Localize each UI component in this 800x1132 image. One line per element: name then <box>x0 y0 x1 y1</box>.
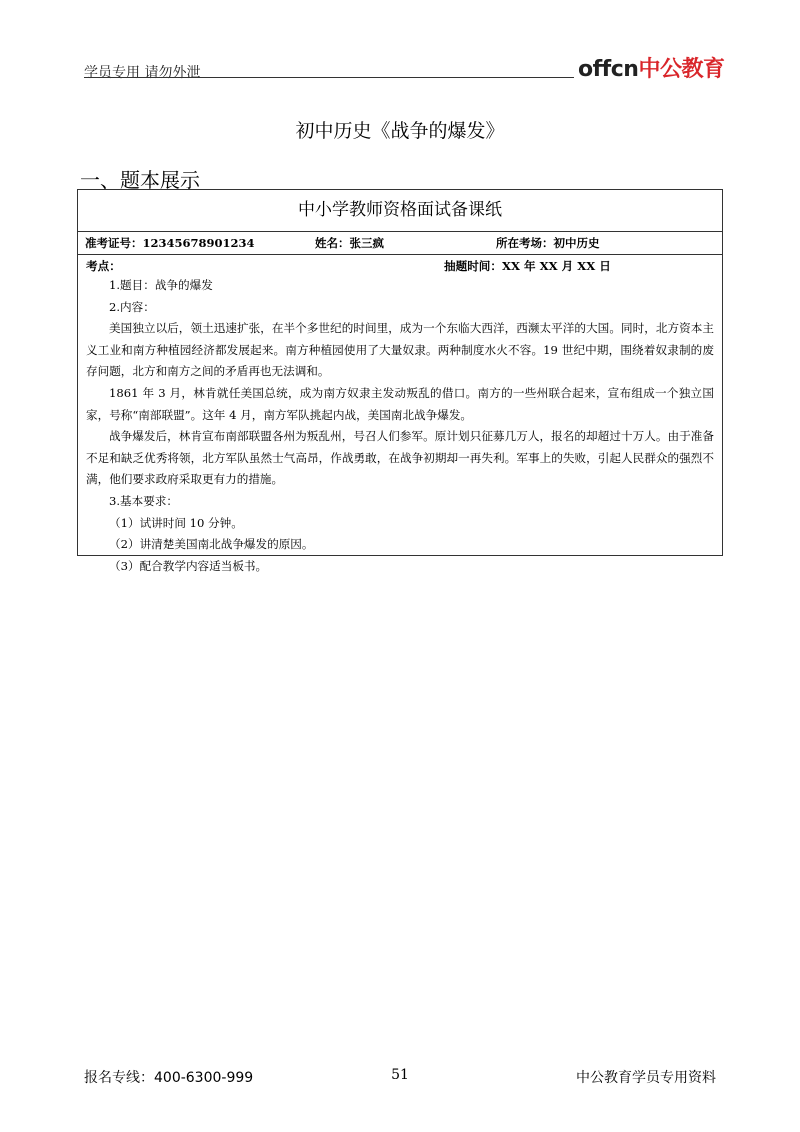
logo-latin-text: offcn <box>578 57 639 82</box>
candidate-name: 姓名：张三疯 <box>315 236 384 250</box>
content-paragraph-1: 美国独立以后，领土迅速扩张，在半个多世纪的时间里，成为一个东临大西洋，西濒太平洋的大国。同时，北方资本主义工业和南方种植园经济都发展起来。南方种植园使用了大量奴隶。两种制度水火不容。19 世纪中期，围绕着奴隶制的废存问题，北方和南方之间的矛盾再也无法调和。 <box>86 321 714 379</box>
prep-paper-card <box>77 189 723 573</box>
requirement-item: （2）讲清楚美国南北战争爆发的原因。 <box>109 537 314 552</box>
exam-id: 准考证号：12345678901234 <box>85 236 255 250</box>
requirement-item: （1）试讲时间 10 分钟。 <box>109 515 243 530</box>
requirements-label: 3.基本要求： <box>109 493 179 508</box>
content-paragraph-3: 战争爆发后，林肯宣布南部联盟各州为叛乱州，号召人们参军。原计划只征募几万人，报名的却超过十万人。由于准备不足和缺乏优秀将领，北方军队虽然士气高昂，作战勇敢，在战争初期却一再失利。军事上的失败，引起人民群众的强烈不满，他们要求政府采取更有力的措施。 <box>86 429 714 487</box>
footer-material-note: 中公教育学员专用资料 <box>576 1070 716 1086</box>
kaodian-row <box>86 257 714 275</box>
card-body <box>78 255 722 577</box>
page-title: 初中历史《战争的爆发》 <box>295 120 505 142</box>
exam-area: 所在考场：初中历史 <box>496 236 600 250</box>
requirement-item: （3）配合教学内容适当板书。 <box>109 558 268 573</box>
offcn-logo <box>578 52 724 83</box>
page-number: 51 <box>391 1067 409 1083</box>
section-heading: 一、题本展示 <box>80 168 200 192</box>
logo-chinese-text: 中公教育 <box>638 57 725 82</box>
card-title: 中小学教师资格面试备课纸 <box>78 190 722 232</box>
question-topic: 1.题目：战争的爆发 <box>109 278 213 292</box>
header-rule <box>84 77 574 78</box>
header-confidential-note: 学员专用 请勿外泄 <box>84 65 201 81</box>
draw-time: 抽题时间：XX 年 XX 月 XX 日 <box>444 259 611 273</box>
content-label: 2.内容： <box>109 299 155 314</box>
footer-hotline: 报名专线：400-6300-999 <box>84 1070 254 1086</box>
candidate-info-row <box>78 232 722 255</box>
content-paragraph-2: 1861 年 3 月，林肯就任美国总统，成为南方奴隶主发动叛乱的借口。南方的一些州联合起来，宣布组成一个独立国家，号称“南部联盟”。这年 4 月，南方军队挑起内战，美国南北战争爆发。 <box>86 385 714 422</box>
kaodian-label: 考点： <box>86 259 121 273</box>
